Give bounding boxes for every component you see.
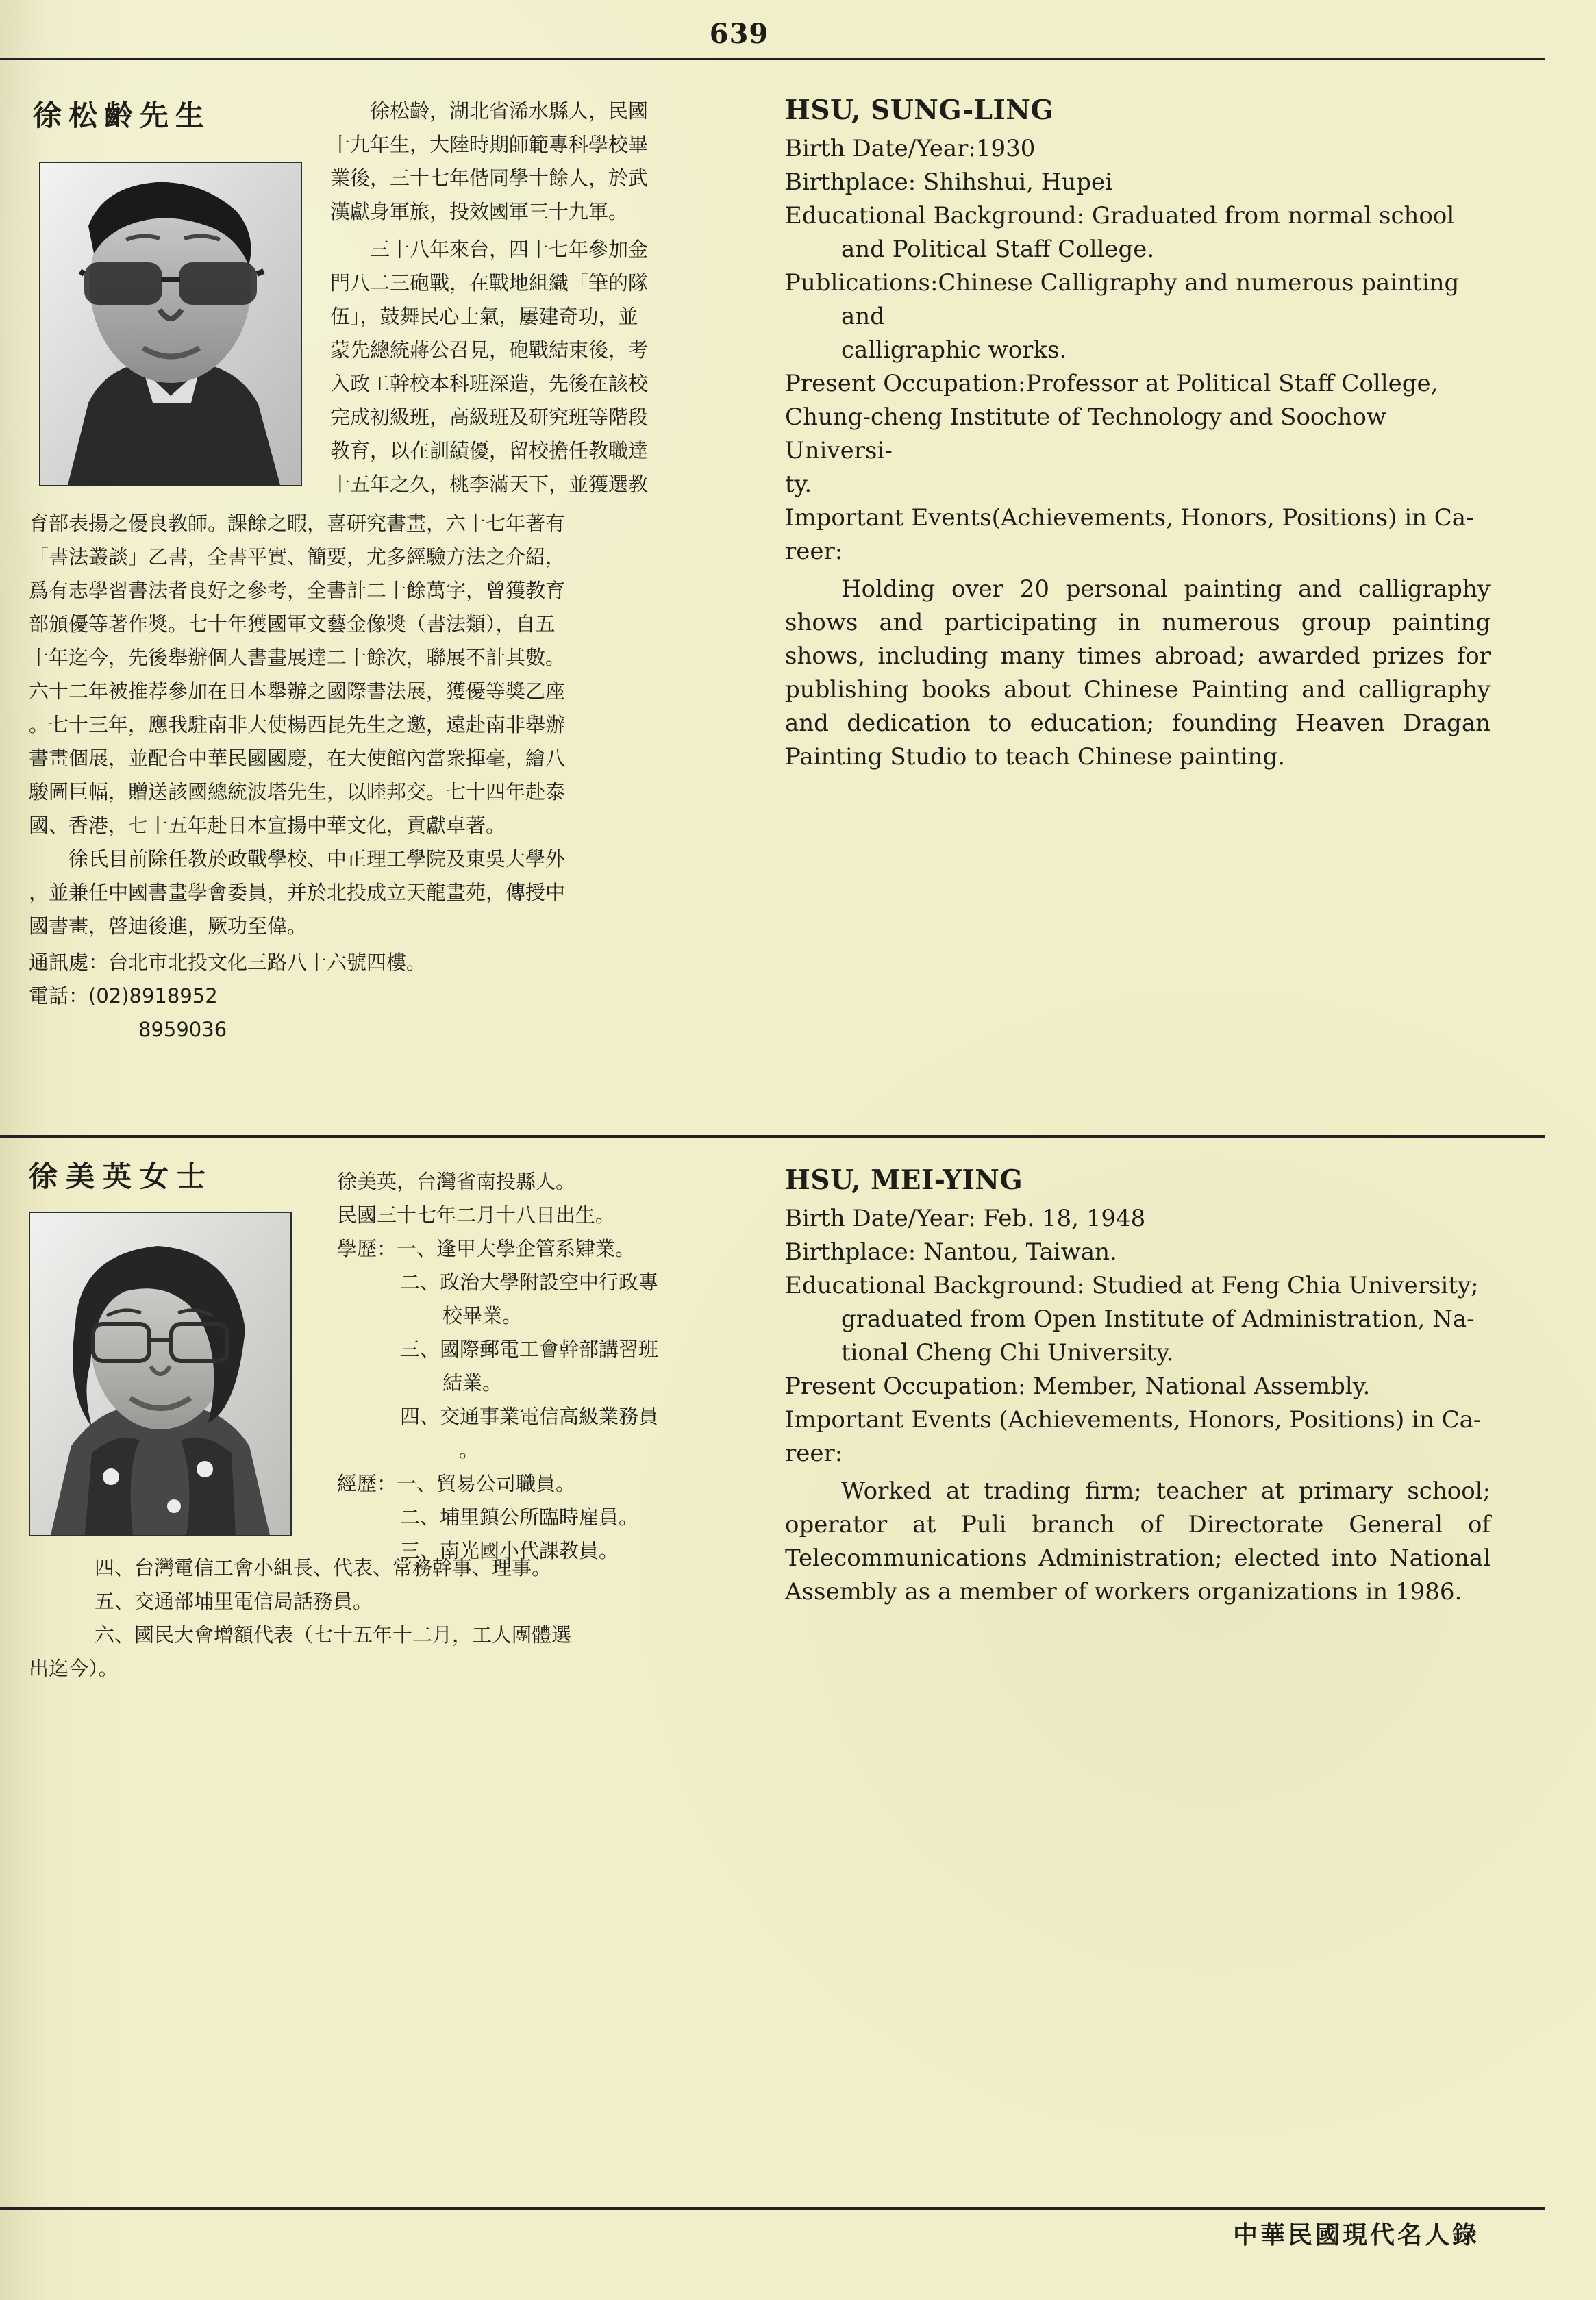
present-occupation	[785, 367, 1491, 501]
contact-phone-2: 8959036	[138, 1018, 227, 1041]
chinese-intro-block	[330, 95, 749, 501]
entry-name-chinese: 徐松齡先生	[33, 99, 212, 132]
events-line-1: Important Events(Achievements, Honors, Positions) in Ca-	[785, 503, 1474, 532]
chinese-line-2: 十九年生，大陸時期師範專科學校畢	[330, 133, 649, 156]
entry-hsu-sung-ling	[0, 82, 1596, 1116]
education-line-1: Educational Background: Graduated from normal school	[785, 201, 1455, 229]
chinese-main-text	[29, 507, 741, 1047]
chinese-line-11: 二、埔里鎮公所臨時雇員。	[400, 1505, 639, 1529]
contact-address: 通訊處：台北市北投文化三路八十六號四樓。	[29, 951, 427, 974]
chinese-intro-paragraph	[330, 95, 749, 229]
portrait-photo	[39, 162, 302, 486]
occupation-line-1: Present Occupation:Professor at Political Staff College,	[785, 369, 1438, 397]
chinese-biography	[29, 82, 726, 1116]
chinese-line-12: 三、南光國小代課教員。	[400, 1539, 619, 1562]
chinese-line-13: 育部表揚之優良教師。課餘之暇，喜研究書畫，六十七年著有	[29, 512, 566, 535]
occupation-line-2: Chung-cheng Institute of Technology and Soochow Universi-	[785, 403, 1386, 464]
bleed-through-mark	[603, 2144, 671, 2164]
events-line-1: Important Events (Achievements, Honors, Positions) in Ca-	[785, 1405, 1482, 1434]
chinese-line-5: 三十八年來台，四十七年參加金	[370, 238, 649, 261]
birth-date: Birth Date/Year:1930	[785, 134, 1036, 162]
chinese-line-20: 書畫個展，並配合中華民國國慶，在大使館內當衆揮毫，繪八	[29, 747, 566, 770]
important-events-heading	[785, 1403, 1491, 1471]
chinese-line-14: 「書法叢談」乙書，全書平實、簡要，尤多經驗方法之介紹，	[29, 545, 566, 568]
important-events-heading	[785, 501, 1491, 568]
chinese-line-17: 十年迄今，先後舉辦個人書畫展達二十餘次，聯展不計其數。	[29, 646, 566, 669]
chinese-biography	[29, 1154, 726, 1962]
education-background	[785, 1269, 1491, 1370]
chinese-line-3: 學歷：一、逢甲大學企管系肄業。	[337, 1237, 636, 1260]
chinese-line-13: 四、台灣電信工會小組長、代表、常務幹事、理事。	[95, 1556, 552, 1579]
publications-line-2: calligraphic works.	[841, 336, 1067, 364]
birth-date: Birth Date/Year: Feb. 18, 1948	[785, 1204, 1146, 1232]
bleed-through-mark	[1445, 1432, 1569, 1623]
chinese-line-9: 。	[459, 1438, 479, 1462]
chinese-line-4: 二、政治大學附設空中行政專	[400, 1271, 659, 1294]
chinese-line-7: 結業。	[442, 1371, 503, 1395]
english-summary: Holding over 20 personal painting and calligraphy shows and participating in numerous group painting shows, including many times abroad; awarded prizes for publishing books about Chinese Painting and calligraphy and dedication to education; founding Heaven Dragan Painting Studio to teach Chinese painting.	[785, 575, 1491, 771]
chinese-line-1: 徐美英，台灣省南投縣人。	[337, 1170, 576, 1193]
chinese-line-14: 五、交通部埔里電信局話務員。	[95, 1590, 373, 1613]
chinese-line-10: 完成初級班，高級班及研究班等階段	[330, 405, 649, 429]
chinese-line-21: 駿圖巨幅，贈送該國總統波塔先生，以睦邦交。七十四年赴泰	[29, 780, 566, 803]
chinese-main-text	[29, 1551, 741, 1686]
chinese-line-23: 徐氏目前除任教於政戰學校、中正理工學院及東吳大學外	[68, 847, 566, 871]
chinese-line-15: 六、國民大會增額代表（七十五年十二月，工人團體選	[95, 1623, 572, 1647]
publication-title: 中華民國現代名人錄	[1233, 2221, 1480, 2249]
education-line-3: tional Cheng Chi University.	[841, 1338, 1174, 1366]
english-biography	[785, 95, 1491, 916]
portrait-photo	[29, 1212, 292, 1536]
occupation-line-3: ty.	[785, 470, 812, 498]
chinese-line-19: 。七十三年，應我駐南非大使楊西昆先生之邀，遠赴南非舉辦	[29, 713, 566, 736]
chinese-line-22: 國、香港，七十五年赴日本宣揚中華文化，貢獻卓著。	[29, 814, 506, 837]
middle-rule	[0, 1135, 1545, 1138]
chinese-line-25: 國書畫，啓迪後進，厥功至偉。	[29, 914, 308, 938]
entry-name-english: HSU, MEI-YING	[785, 1164, 1023, 1196]
entry-name-english: HSU, SUNG-LING	[785, 95, 1054, 126]
present-occupation: Present Occupation: Member, National Assembly.	[785, 1372, 1371, 1400]
english-summary: Worked at trading firm; teacher at primary school; operator at Puli branch of Directorate General of Telecommunications Administration; elected into National Assembly as a member of workers organizations in 1986.	[785, 1477, 1491, 1605]
events-line-2: reer:	[785, 1439, 843, 1467]
chinese-line-7: 伍」，鼓舞民心士氣，屢建奇功，並	[330, 305, 638, 328]
chinese-line-4: 漢獻身軍旅，投效國軍三十九軍。	[330, 200, 629, 223]
chinese-line-2: 民國三十七年二月十八日出生。	[337, 1203, 616, 1227]
education-line-1: Educational Background: Studied at Feng Chia University;	[785, 1271, 1479, 1299]
publications-line-1: Publications:Chinese Calligraphy and numerous painting and	[785, 268, 1460, 330]
chinese-line-1: 徐松齡，湖北省浠水縣人，民國	[370, 99, 649, 123]
chinese-line-10: 經歷：一、貿易公司職員。	[337, 1472, 576, 1495]
english-biography	[785, 1164, 1491, 1781]
chinese-line-3: 業後，三十七年偕同學十餘人，於武	[330, 166, 649, 190]
chinese-line-8: 蒙先總統蔣公召見，砲戰結束後，考	[330, 338, 649, 362]
entry-name-chinese: 徐美英女士	[29, 1160, 214, 1193]
chinese-career-paragraph	[330, 233, 749, 501]
contact-phone-1: 電話：(02)8918952	[29, 984, 218, 1008]
chinese-line-18: 六十二年被推荐參加在日本舉辦之國際書法展，獲優等獎乙座	[29, 679, 566, 703]
chinese-line-9: 入政工幹校本科班深造，先後在該校	[330, 372, 649, 395]
portrait-image	[40, 163, 301, 485]
events-line-2: reer:	[785, 537, 843, 565]
contact-block	[29, 946, 741, 1047]
birthplace: Birthplace: Nantou, Taiwan.	[785, 1238, 1117, 1266]
bottom-rule	[0, 2207, 1545, 2210]
portrait-image	[30, 1213, 290, 1535]
chinese-line-16: 部頒優等著作獎。七十年獲國軍文藝金像獎（書法類），自五	[29, 612, 556, 636]
chinese-line-15: 爲有志學習書法者良好之參考，全書計二十餘萬字，曾獲教育	[29, 579, 566, 602]
chinese-line-12: 十五年之久，桃李滿天下，並獲選教	[330, 473, 649, 496]
education-background	[785, 199, 1491, 266]
chinese-line-24: ，並兼任中國書畫學會委員，并於北投成立天龍畫苑，傳授中	[29, 881, 566, 904]
page-number: 639	[709, 18, 769, 50]
chinese-line-5: 校畢業。	[442, 1304, 523, 1327]
chinese-line-6: 門八二三砲戰，在戰地組織「筆的隊	[330, 271, 649, 295]
chinese-line-11: 教育，以在訓績優，留校擔任教職達	[330, 439, 649, 462]
chinese-intro-block	[337, 1165, 749, 1568]
chinese-line-8: 四、交通事業電信高級業務員	[400, 1405, 659, 1428]
top-rule	[0, 58, 1545, 60]
birthplace: Birthplace: Shihshui, Hupei	[785, 168, 1113, 196]
education-line-2: and Political Staff College.	[841, 235, 1155, 263]
chinese-line-6: 三、國際郵電工會幹部講習班	[400, 1338, 659, 1361]
publications	[785, 266, 1491, 367]
education-line-2: graduated from Open Institute of Administration, Na-	[841, 1305, 1475, 1333]
entry-hsu-mei-ying	[0, 1154, 1596, 1962]
chinese-line-16: 出迄今）。	[29, 1657, 119, 1680]
